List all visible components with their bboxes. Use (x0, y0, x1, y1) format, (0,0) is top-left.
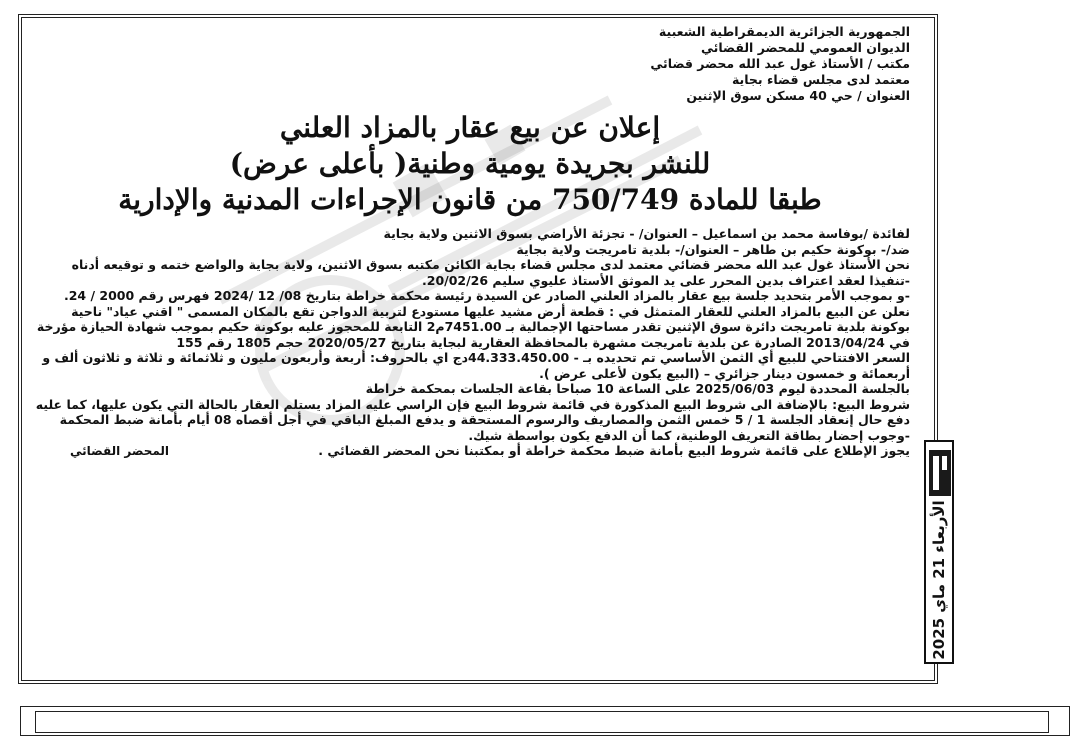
bailiff-statement: نحن الأستاذ غول عبد الله محضر قضائي معتمد لدى مجلس قضاء بجاية الكائن مكتبه بسوق الاثنين، ولاية بجاية والواضع ختمه و توقيعه أدناه (71, 257, 910, 272)
header-line-republic: الجمهورية الجزائرية الديمقراطية الشعبية (658, 24, 910, 39)
signature: المحضر القضائي (70, 444, 170, 458)
header-line-accreditation: معتمد لدى مجلس قضاء بجاية (731, 72, 910, 87)
opening-price: السعر الافتتاحي للبيع أي الثمن الأساسي تم تحديده بـ - 44.333.450.00دج اي بالحروف: أربعة وأربعون مليون و ثلاثمائة و ثلاثة و ثلاثون ألف و أربعمائة و خمسون دينار جزائري – (البيع يكون لأعلى عرض ). (42, 350, 910, 381)
title-line-1: إعلان عن بيع عقار بالمزاد العلني (279, 111, 661, 144)
announcement-body (30, 226, 910, 460)
newspaper-logo-icon (929, 450, 951, 496)
announcement-content (30, 24, 910, 460)
court-order: -و بموجب الأمر بتحديد جلسة بيع عقار بالمزاد العلني الصادر عن السيدة رئيسة محكمة خراطة بتاريخ 08/ 12 /2024 فهرس رقم 2000 / 24. (63, 288, 910, 303)
title-line-3: طبقا للمادة 750/749 من قانون الإجراءات المدنية والإدارية (118, 183, 822, 216)
sale-conditions: شروط البيع: بالإضافة الى شروط البيع المذكورة في قائمة شروط البيع فإن الراسي عليه المزاد يستلم العقار بالحالة التي يكون عليها، كما عليه دفع حال إنعقاد الجلسة 1 / 5 خمس الثمن والمصاريف والرسوم المستحقة و يدفع المبلغ الباقي في أجل أقصاه 08 أيام بأمانة ضبط المحكمة -وجوب إحضار بطاقة التعريف الوطنية، كما أن الدفع يكون بواسطة شيك. (35, 396, 910, 443)
title-line-2: للنشر بجريدة يومية وطنية( بأعلى عرض) (229, 147, 711, 180)
against-line: ضد/- بوكونة حكيم بن طاهر – العنوان/- بلدية تامريجت ولاية بجاية (516, 241, 910, 257)
header-line-office: الديوان العمومي للمحضر القضائي (701, 40, 910, 55)
session-date: بالجلسة المحددة ليوم 2025/06/03 على الساعة 10 صباحا بقاعة الجلسات بمحكمة خراطة (365, 381, 910, 396)
beneficiary-line: لفائدة /بوفاسة محمد بن اسماعيل – العنوان/ - تجزئة الأراضي بسوق الاثنين ولاية بجاية (383, 226, 910, 241)
header-line-address: العنوان / حي 40 مسكن سوق الإثنين (686, 88, 910, 103)
header-line-bailiff: مكتب / الأستاذ غول عبد الله محضر قضائي (650, 56, 910, 71)
consultation-note: يجوز الإطلاع على قائمة شروط البيع بأمانة ضبط محكمة خراطة أو بمكتبنا نحن المحضر القضائي . (318, 443, 910, 458)
office-header (30, 24, 910, 104)
next-announcement-frame (20, 706, 1070, 736)
execution-basis: -تنفيذا لعقد اعتراف بدين المحرر على يد الموثق الأستاذ عليوي سليم 20/02/26. (422, 272, 910, 288)
next-announcement-inner-border (35, 711, 1049, 733)
publication-date: الأربعاء 21 ماي 2025 (930, 500, 948, 660)
publication-date-strip (924, 440, 954, 664)
closing-row (30, 443, 910, 460)
property-description: نعلن عن البيع بالمزاد العلني للعقار المتمثل في : قطعة أرض مشيد عليها مستودع لتربية الدواجن تقع بالمكان المسمى " اقني عياد" ناحية بوكونة بلدية تامريجت دائرة سوق الإثنين تقدر مساحتها الإجمالية بـ 7451.00م2 التابعة للمحجوز عليه بوكونة حكيم بموجب شهادة الحيازة مؤرخة في 2013/04/24 الصادرة عن بلدية تامريجت مشهرة بالمحافظة العقارية لبجاية بتاريخ 2020/05/27 حجم 1805 رقم 155 (36, 303, 910, 350)
